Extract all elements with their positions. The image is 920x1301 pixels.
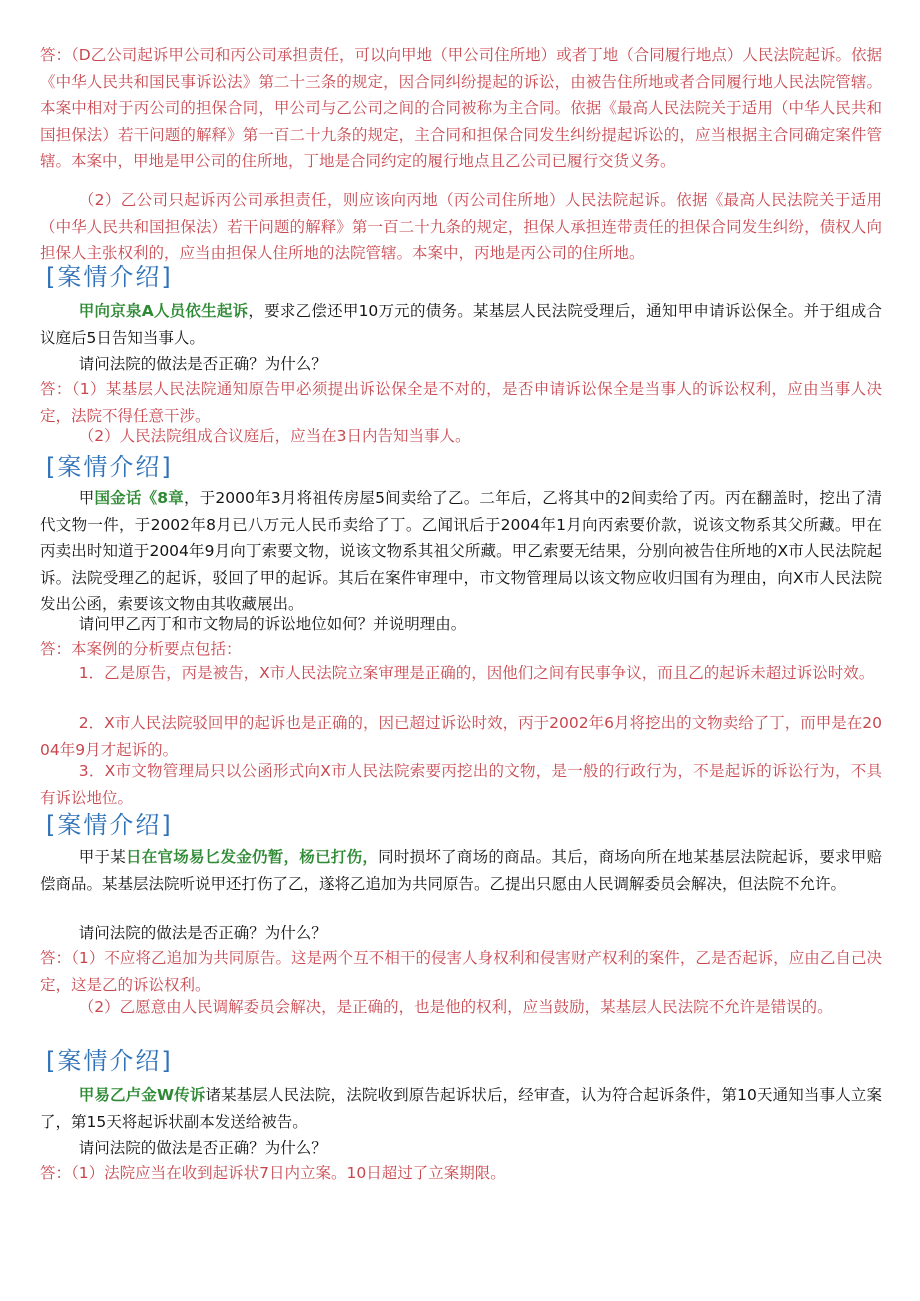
case-description: [40, 844, 882, 897]
case-lead-text: 甲易乙卢金W传诉: [78, 1086, 206, 1104]
answer-point: 2．X市人民法院驳回甲的起诉也是正确的，因已超过诉讼时效，丙于2002年6月将挖出的文物卖给了丁，而甲是在2004年9月才起诉的。: [40, 714, 882, 759]
case-question: 请问甲乙丙丁和市文物局的诉讼地位如何？并说明理由。: [78, 615, 467, 633]
answer-paragraph: 答：（1）某基层人民法院通知原告甲必须提出诉讼保全是不对的，是否申请诉讼保全是当事人的诉讼权利，应由当事人决定，法院不得任意干涉。: [40, 380, 882, 425]
case-lead-text: 国金话《8章: [94, 489, 185, 507]
answer-point: 3．X市文物管理局只以公函形式向X市人民法院索要丙挖出的文物，是一般的行政行为，不是起诉的诉讼行为，不具有诉讼地位。: [40, 762, 882, 807]
case-heading: [案情介绍]: [46, 263, 173, 291]
answer-intro: 答：本案例的分析要点包括：: [40, 640, 242, 658]
case-question: 请问法院的做法是否正确？为什么？: [78, 355, 327, 373]
case-description: [40, 1082, 882, 1135]
case-pre-text: 甲: [78, 489, 95, 507]
case-lead-text: 甲向京泉A人员依生起诉: [78, 302, 249, 320]
case-description: [40, 298, 882, 351]
case-heading: [案情介绍]: [46, 453, 173, 481]
case-pre-text: 甲于某: [78, 848, 127, 866]
answer-paragraph: 答：（D乙公司起诉甲公司和丙公司承担责任，可以向甲地（甲公司住所地）或者丁地（合同履行地点）人民法院起诉。依据《中华人民共和国民事诉讼法》第二十三条的规定，因合同纠纷提起的诉讼，由被告住所地或者合同履行地人民法院管辖。本案中相对于丙公司的担保合同，甲公司与乙公司之间的合同被称为主合同。依据《最高人民法院关于适用（中华人民共和国担保法）若干问题的解释》第一百二十九条的规定，主合同和担保合同发生纠纷提起诉讼的，应当根据主合同确定案件管辖。本案中，甲地是甲公司的住所地，丁地是合同约定的履行地点且乙公司已履行交货义务。: [40, 46, 882, 170]
answer-paragraph: （2）乙愿意由人民调解委员会解决，是正确的，也是他的权利，应当鼓励，某基层人民法院不允许是错误的。: [78, 998, 833, 1016]
answer-point: 1．乙是原告，丙是被告，X市人民法院立案审理是正确的，因他们之间有民事争议，而且乙的起诉未超过诉讼时效。: [78, 664, 875, 682]
case-body-text: ，要求乙偿还甲10万元的债务。某基层人民法院受理后，通知甲申请诉讼保全。并于组成合议庭后5日告知当事人。: [40, 302, 882, 347]
case-lead-text: 日在官场易匕发金仍暂，杨已打伤，: [126, 848, 379, 866]
answer-paragraph: （2）人民法院组成合议庭后，应当在3日内告知当事人。: [78, 427, 471, 445]
case-description: [40, 485, 882, 618]
answer-paragraph: （2）乙公司只起诉丙公司承担责任，则应该向丙地（丙公司住所地）人民法院起诉。依据《最高人民法院关于适用（中华人民共和国担保法）若干问题的解释》第一百二十九条的规定，担保人承担连带责任的担保合同发生纠纷，债权人向担保人主张权利的，应当由担保人住所地的法院管辖。本案中，丙地是丙公司的住所地。: [40, 191, 882, 262]
answer-paragraph: 答：（1）不应将乙追加为共同原告。这是两个互不相干的侵害人身权利和侵害财产权利的案件，乙是否起诉，应由乙自己决定，这是乙的诉讼权利。: [40, 949, 882, 994]
case-heading: [案情介绍]: [46, 1047, 173, 1075]
case-question: 请问法院的做法是否正确？为什么？: [78, 924, 327, 942]
case-body-text: 同时损坏了商场的商品。其后，商场向所在地某基层法院起诉，要求甲赔偿商品。某基层法院听说甲还打伤了乙，遂将乙追加为共同原告。乙提出只愿由人民调解委员会解决，但法院不允许。: [40, 848, 882, 893]
case-question: 请问法院的做法是否正确？为什么？: [78, 1139, 327, 1157]
case-body-text: ，于2000年3月将祖传房屋5间卖给了乙。二年后，乙将其中的2间卖给了丙。丙在翻盖时，挖出了清代文物一件，于2002年8月已八万元人民币卖给了丁。乙闻讯后于2004年1月向丙索要价款，说该文物系其父所藏。甲在丙卖出时知道于2004年9月向丁索要文物，说该文物系其祖父所藏。甲乙索要无结果，分别向被告住所地的X市人民法院起诉。法院受理乙的起诉，驳回了甲的起诉。其后在案件审理中，市文物管理局以该文物应收归国有为理由，向X市人民法院发出公函，索要该文物由其收藏展出。: [40, 489, 882, 613]
answer-paragraph: 答：（1）法院应当在收到起诉状7日内立案。10日超过了立案期限。: [40, 1164, 506, 1182]
case-body-text: 诸某基层人民法院，法院收到原告起诉状后，经审查，认为符合起诉条件，第10天通知当事人立案了，第15天将起诉状副本发送给被告。: [40, 1086, 882, 1131]
case-heading: [案情介绍]: [46, 811, 173, 839]
